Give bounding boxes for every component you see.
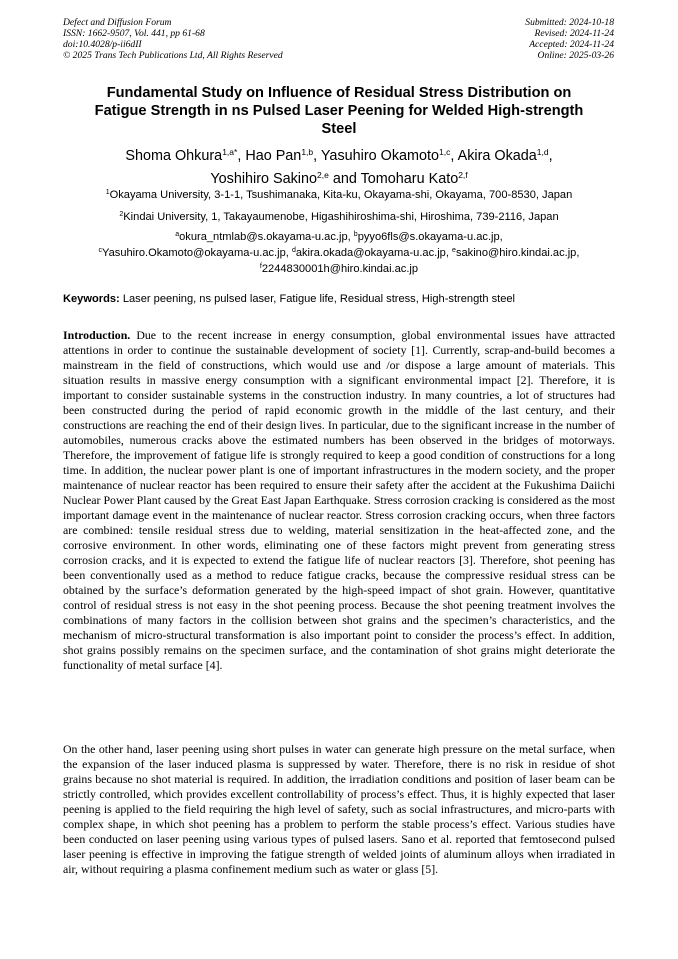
- affiliation-sup: 1: [105, 189, 110, 196]
- author-line: Shoma Ohkura$^{1,a*}$, Hao Pan$^{1,b}$, Yasuhiro Okamoto$^{1,c}$, Akira Okada$^{1,d}$,: [125, 147, 553, 164]
- keywords-text: Laser peening, ns pulsed laser, Fatigue life, Residual stress, High-strength steel: [122, 293, 516, 305]
- author-affiliation-sup: 2,f: [458, 170, 468, 180]
- journal-header: [63, 17, 283, 61]
- issn: ISSN: 1662-9507, Vol. 441, pp 61-68: [63, 28, 205, 39]
- email-link[interactable]: 2244830001h@hiro.kindai.ac.jp: [261, 263, 419, 275]
- author-affiliation-sup: 1,a*: [222, 147, 238, 157]
- section-heading: Introduction.: [63, 328, 131, 342]
- email-link[interactable]: pyyo6fls@s.okayama-u.ac.jp,: [357, 231, 503, 243]
- keywords-label: Keywords:: [63, 293, 120, 305]
- author-affiliation-sup: 1,d: [536, 147, 549, 157]
- introduction-paragraph-2: [63, 742, 615, 877]
- author-connector-and: and: [332, 171, 357, 187]
- author-list: [60, 143, 618, 189]
- title-line: Fatigue Strength in ns Pulsed Laser Peening for Welded High-strength: [94, 103, 584, 119]
- online-date: Online: 2025-03-26: [537, 50, 614, 61]
- submitted-date: Submitted: 2024-10-18: [525, 17, 614, 28]
- author-name: Yoshihiro Sakino: [210, 171, 318, 187]
- affiliation-sup: 2: [119, 211, 124, 218]
- doi: doi:10.4028/p-ii6dII: [63, 39, 142, 50]
- email-line: $^a$okura_ntmlab@s.okayama-u.ac.jp, $^b$pyyo6fls@s.okayama-u.ac.jp,: [175, 231, 503, 243]
- author-affiliation-sup: 2,e: [317, 170, 329, 180]
- title-line: Steel: [321, 121, 357, 137]
- author-name: Shoma Ohkura: [125, 148, 223, 164]
- title-line: Fundamental Study on Influence of Residual Stress Distribution on: [106, 85, 572, 101]
- author-name: Hao Pan: [245, 148, 302, 164]
- affiliation-text: Okayama University, 3-1-1, Tsushimanaka, Kita-ku, Okayama-shi, Okayama, 700-8530, Japan: [109, 189, 573, 201]
- email-link[interactable]: akira.okada@okayama-u.ac.jp,: [295, 247, 449, 259]
- author-affiliation-sup: 1,b: [301, 147, 314, 157]
- email-link[interactable]: Yasuhiro.Okamoto@okayama-u.ac.jp,: [102, 247, 289, 259]
- affiliation-2: [40, 208, 638, 224]
- dates-header: [525, 17, 614, 61]
- email-line: $^f$2244830001h@hiro.kindai.ac.jp: [259, 263, 419, 275]
- paragraph-text: Due to the recent increase in energy consumption, global environmental issues have attracted attentions in order to continue the sustainable development of society [1]. Currently, scrap-and-build becomes a mainstream in the field of constructions, which would use and /or dispose a large amount of materials. This situation results in massive energy consumption with a significant environmental impact [2]. Therefore, it is important to consider sustainable systems in the construction industry. In many countries, a lot of structures had been constructed during the period of rapid economic growth in the middle of the last century, and their constructions are reaching the end of their design lives. In particular, due to the significant increase in the number of automobiles, numerous cracks above the estimated numbers has been observed in the bridges of motorways. Therefore, the improvement of fatigue life is strongly required to keep a good condition of constructions for a long time. In addition, the nuclear power plant is one of important infrastructures in the modern society, and the proper maintenance of nuclear reactor has been required to ensure their safety after the accident at the Fukushima Daiichi Nuclear Power Plant caused by the Great East Japan Earthquake. Stress corrosion cracking is considered as the most important damage event in the maintenance of nuclear reactor. Stress corrosion cracking occurs, when three factors are combined: tensile residual stress due to welding, material sensitization in the heat-affected zone, and the corrosive environment. In other words, eliminating one of these factors might prevent from generating stress corrosion cracks, and it is expected to extend the fatigue life of nuclear reactors [3]. Therefore, shot peening has been conventionally used as a method to reduce fatigue cracks, because the compressive residual stress can be obtained by the surface’s deformation generated by the high-speed impact of shot grain. However, quantitative control of residual stress is not easy in the shot peening process. Because the shot peening treatment involves the combinations of many factors in the collision between shot grains and the specimen’s characteristics, and the mechanism of micro-structural transformation is also important point to consider the process’s effect. In addition, shot grains possibly remains on the specimen surface, and the contamination of shot grains might deteriorate the functionality of metal surface [4].: [63, 328, 615, 672]
- revised-date: Revised: 2024-11-24: [534, 28, 614, 39]
- email-list: [40, 228, 638, 276]
- email-link[interactable]: sakino@hiro.kindai.ac.jp,: [455, 247, 580, 259]
- introduction-paragraph-1: [63, 328, 615, 673]
- author-name: Akira Okada: [457, 148, 537, 164]
- author-affiliation-sup: 1,c: [439, 147, 451, 157]
- email-link[interactable]: okura_ntmlab@s.okayama-u.ac.jp,: [179, 231, 351, 243]
- affiliation-1: [40, 186, 638, 202]
- author-name: Yasuhiro Okamoto: [320, 148, 440, 164]
- journal-name: Defect and Diffusion Forum: [63, 17, 172, 28]
- paper-title: [60, 84, 618, 138]
- copyright: © 2025 Trans Tech Publications Ltd, All Rights Reserved: [63, 50, 283, 61]
- email-line: $^c$Yasuhiro.Okamoto@okayama-u.ac.jp, $^d$akira.okada@okayama-u.ac.jp, $^e$sakino@hiro.kindai.ac.jp,: [98, 247, 580, 259]
- author-name: Tomoharu Kato: [360, 171, 459, 187]
- keywords: [63, 292, 615, 306]
- paragraph-text: On the other hand, laser peening using short pulses in water can generate high pressure on the metal surface, when the expansion of the laser induced plasma is suppressed by water. Therefore, there is no risk in residue of shot grains because no shot material is required. In addition, the irradiation conditions and position of laser beam can be strictly controlled, which provides excellent controllability of process’s effect. Thus, it is highly expected that laser peening is applied to the field requiring the high level of safety, such as social infrastructures, and micro-parts with complex shape, in which shot peening has a problem to perform the stable process’s effect. Various studies have been conducted on laser peening using various types of pulsed lasers. Sano et al. reported that femtosecond pulsed laser peening is effective in improving the fatigue strength of welded joints of aluminum alloys when irradiated in air, without requiring a plasma confinement medium such as water or glass [5].: [63, 742, 615, 876]
- accepted-date: Accepted: 2024-11-24: [529, 39, 614, 50]
- affiliation-text: Kindai University, 1, Takayaumenobe, Higashihiroshima-shi, Hiroshima, 739-2116, Japan: [123, 211, 559, 223]
